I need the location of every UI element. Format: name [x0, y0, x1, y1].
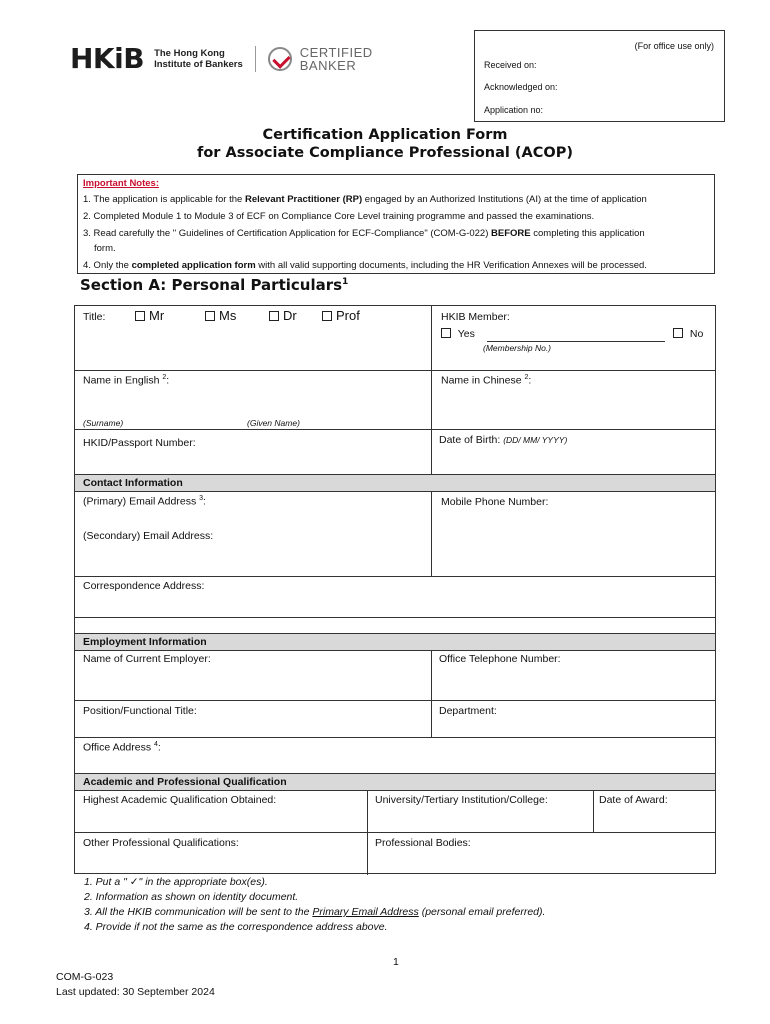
- footnotes: [84, 875, 545, 935]
- document-footer: [56, 970, 215, 1000]
- acknowledged-on-field: Acknowledged on:: [484, 82, 558, 92]
- page-number: 1: [393, 956, 399, 968]
- hkib-member-yes[interactable]: Yes: [441, 328, 475, 340]
- application-no-field: Application no:: [484, 105, 544, 115]
- membership-no-line[interactable]: [487, 341, 665, 342]
- document-code: COM-G-023: [56, 971, 114, 983]
- logo-divider: [255, 46, 256, 72]
- column-divider: [431, 306, 432, 474]
- checkbox-icon[interactable]: [322, 311, 332, 321]
- checkbox-icon[interactable]: [673, 328, 683, 338]
- footnote-3: 3. All the HKIB communication will be sent to the Primary Email Address (personal email preferred).: [84, 906, 546, 918]
- primary-email-label: (Primary) Email Address $^3$:: [83, 495, 206, 508]
- title-option-dr[interactable]: Dr: [269, 308, 297, 323]
- hkid-label: HKID/Passport Number:: [83, 437, 196, 449]
- personal-particulars-form: [74, 305, 716, 874]
- mobile-label: Mobile Phone Number:: [441, 496, 549, 508]
- institute-name: The Hong Kong Institute of Bankers: [154, 48, 243, 70]
- dob-label: Date of Birth: (DD/ MM/ YYYY): [439, 434, 568, 446]
- academic-qualification-band: Academic and Professional Qualification: [75, 773, 715, 791]
- checkbox-icon[interactable]: [269, 311, 279, 321]
- hkib-member-no[interactable]: No: [673, 328, 703, 340]
- position-label: Position/Functional Title:: [83, 705, 197, 717]
- date-of-award-label: Date of Award:: [599, 794, 668, 806]
- membership-no-hint: (Membership No.): [483, 343, 552, 353]
- certified-banker-label: CERTIFIED BANKER: [299, 45, 373, 73]
- row-divider: [75, 617, 715, 618]
- name-chinese-label: Name in Chinese $^2$:: [441, 374, 532, 387]
- note-3-cont: form.: [94, 243, 116, 254]
- department-label: Department:: [439, 705, 497, 717]
- row-divider: [75, 370, 715, 371]
- title-option-prof[interactable]: Prof: [322, 308, 360, 323]
- hkib-member-label: HKIB Member:: [441, 311, 510, 323]
- checkbox-icon[interactable]: [205, 311, 215, 321]
- university-label: University/Tertiary Institution/College:: [375, 794, 548, 806]
- form-title: Certification Application Form for Associate Compliance Professional (ACOP): [197, 127, 573, 161]
- contact-information-band: Contact Information: [75, 474, 715, 492]
- notes-heading: Important Notes:: [83, 178, 159, 189]
- certified-banker-icon: [268, 47, 292, 71]
- correspondence-label: Correspondence Address:: [83, 580, 205, 592]
- office-use-header: (For office use only): [634, 41, 714, 51]
- row-divider: [75, 832, 715, 833]
- row-divider: [75, 576, 715, 577]
- employer-label: Name of Current Employer:: [83, 653, 211, 665]
- secondary-email-label: (Secondary) Email Address:: [83, 530, 214, 542]
- column-divider: [431, 650, 432, 737]
- note-4: 4. Only the completed application form with all valid supporting documents, including the HR Verification Annexes will be processed.: [83, 260, 647, 271]
- column-divider: [431, 492, 432, 576]
- last-updated: Last updated: 30 September 2024: [56, 986, 215, 998]
- note-3: 3. Read carefully the " Guidelines of Certification Application for ECF-Compliance" (COM-G-022) BEFORE completing this application: [83, 228, 645, 239]
- footnote-2: 2. Information as shown on identity document.: [84, 891, 299, 903]
- row-divider: [75, 700, 715, 701]
- checkbox-icon[interactable]: [441, 328, 451, 338]
- professional-bodies-label: Professional Bodies:: [375, 837, 471, 849]
- highest-qualification-label: Highest Academic Qualification Obtained:: [83, 794, 277, 806]
- office-address-label: Office Address $^4$:: [83, 741, 161, 754]
- employment-information-band: Employment Information: [75, 633, 715, 651]
- given-name-hint: (Given Name): [247, 418, 300, 428]
- section-a-heading: Section A: Personal Particulars$^1$: [80, 276, 349, 294]
- title-option-ms[interactable]: Ms: [205, 308, 236, 323]
- row-divider: [75, 429, 715, 430]
- title-option-mr[interactable]: Mr: [135, 308, 164, 323]
- note-2: 2. Completed Module 1 to Module 3 of ECF on Compliance Core Level training programme and passed the examinations.: [83, 211, 595, 222]
- row-divider: [75, 737, 715, 738]
- column-divider: [367, 790, 368, 875]
- title-label: Title:: [83, 311, 106, 323]
- note-1: 1. The application is applicable for the Relevant Practitioner (RP) engaged by an Authorized Institutions (AI) at the time of application: [83, 194, 647, 205]
- column-divider: [593, 790, 594, 832]
- name-english-label: Name in English $^2$:: [83, 374, 170, 387]
- footnote-1: 1. Put a " ✓" in the appropriate box(es).: [84, 876, 268, 888]
- checkbox-icon[interactable]: [135, 311, 145, 321]
- surname-hint: (Surname): [83, 418, 124, 428]
- important-notes: [77, 174, 715, 274]
- office-use-box: [474, 30, 725, 122]
- received-on-field: Received on:: [484, 60, 537, 70]
- hkib-logo: [70, 44, 373, 74]
- other-qualifications-label: Other Professional Qualifications:: [83, 837, 239, 849]
- hkib-wordmark: HKiB: [70, 42, 145, 75]
- footnote-4: 4. Provide if not the same as the correspondence address above.: [84, 921, 388, 933]
- office-tel-label: Office Telephone Number:: [439, 653, 561, 665]
